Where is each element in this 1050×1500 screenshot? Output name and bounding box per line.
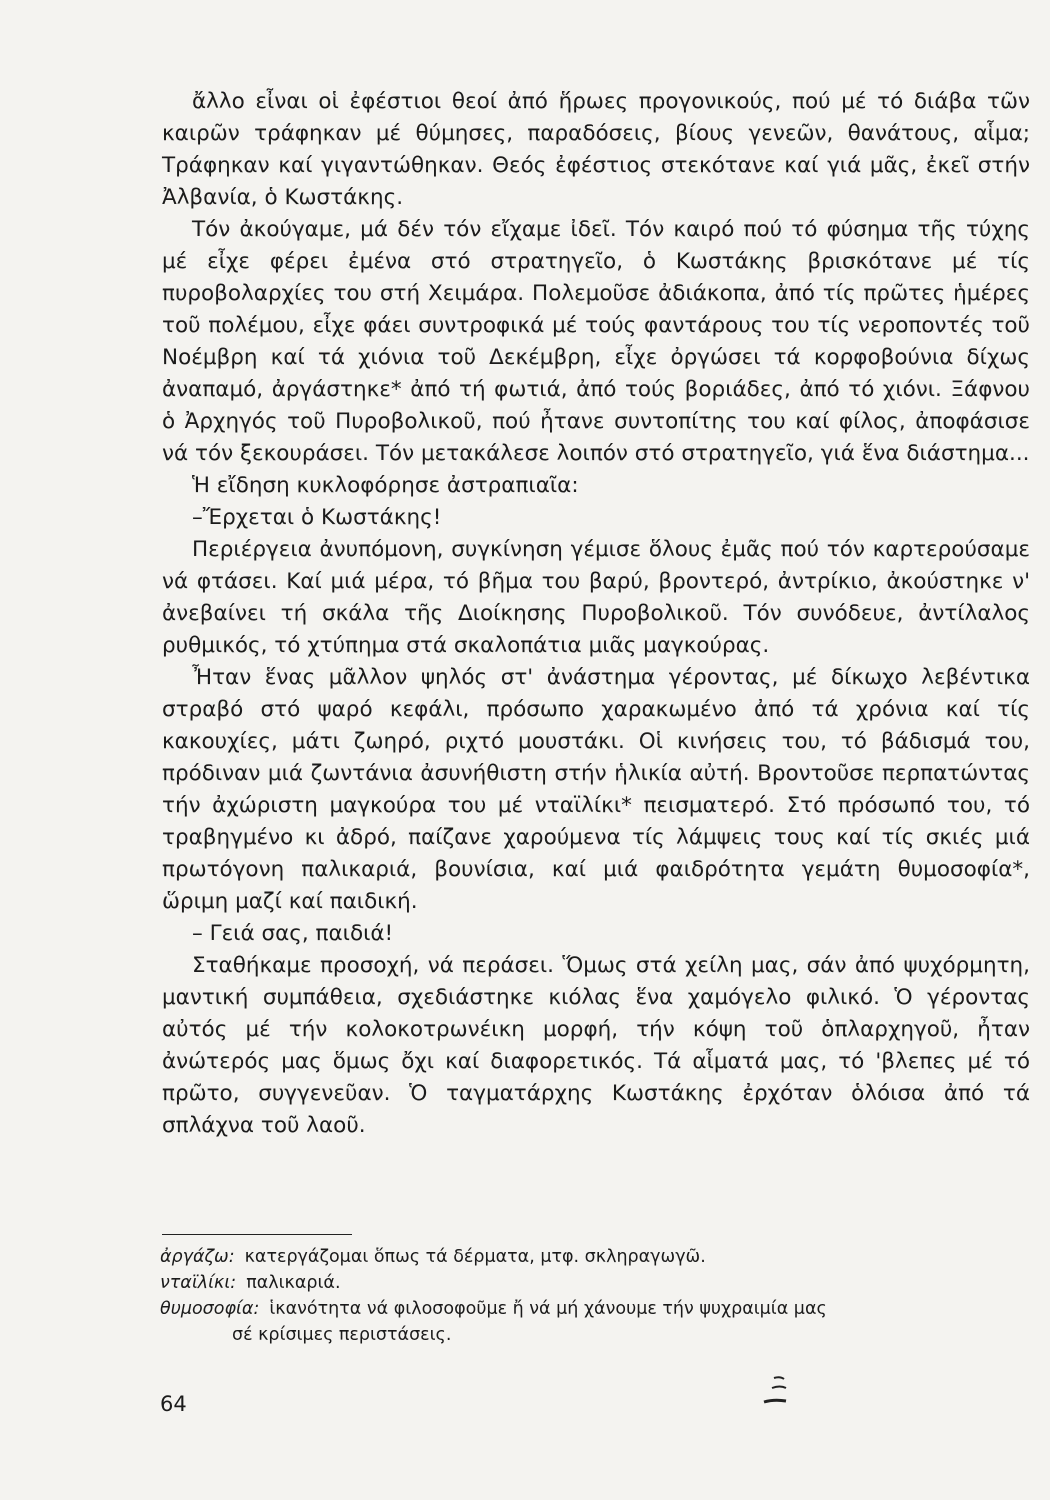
footnote-divider [162,1234,352,1235]
paragraph: Ἡ εἴδηση κυκλοφόρησε ἀστραπιαῖα: [192,473,579,498]
footnote-item [160,1244,1028,1270]
paragraph: Ἦταν ἕνας μᾶλλον ψηλός στ' ἀνάστημα γέροντας, μέ δίκωχο λεβέντικα στραβό στό ψαρό κεφάλι, πρόσωπο χαρακωμένο ἀπό τά χρόνια καί τίς κακουχίες, μάτι ζωηρό, ριχτό μουστάκι. Οἱ κινήσεις του, τό βάδισμά του, πρόδιναν μιά ζωντάνια ἀσυνήθιστη στήν ἡλικία αὐτή. Βροντοῦσε περπατώντας τήν ἀχώριστη μαγκούρα του μέ νταϊλίκι* πεισματερό. Στό πρόσωπό του, τό τραβηγμένο κι ἀδρό, παίζανε χαρούμενα τίς λάμψεις τους καί τίς σκιές μιά πρωτόγονη παλικαριά, βουνίσια, καί μιά φαιδρότητα γεμάτη θυμοσοφία*, ὥριμη μαζί καί παιδική. [162,665,1030,914]
ink-smudge-icon [760,1370,800,1410]
footnotes [160,1244,1028,1348]
footnote-item [160,1296,1028,1348]
paragraph: ἄλλο εἶναι οἱ ἐφέστιοι θεοί ἀπό ἥρωες προγονικούς, πού μέ τό διάβα τῶν καιρῶν τράφηκαν μέ θύμησες, παραδόσεις, βίους γενεῶν, θανάτους, αἷμα; Τράφηκαν καί γιγαντώθηκαν. Θεός ἐφέστιος στεκότανε καί γιά μᾶς, ἐκεῖ στήν Ἀλβανία, ὁ Κωστάκης. [162,89,1030,210]
footnote-definition: κατεργάζομαι ὅπως τά δέρματα, μτφ. σκληραγωγῶ. [244,1247,706,1267]
footnote-continuation: σέ κρίσιμες περιστάσεις. [232,1325,452,1345]
footnote-term: θυμοσοφία: [160,1299,260,1319]
paragraph: Σταθήκαμε προσοχή, νά περάσει. Ὅμως στά χείλη μας, σάν ἀπό ψυχόρμητη, μαντική συμπάθεια, σχεδιάστηκε κιόλας ἕνα χαμόγελο φιλικό. Ὁ γέροντας αὐτός μέ τήν κολοκοτρωνέικη μορφή, τήν κόψη τοῦ ὁπλαρχηγοῦ, ἦταν ἀνώτερός μας ὅμως ὄχι καί διαφορετικός. Τά αἷματά μας, τό 'βλεπες μέ τό πρῶτο, συγγενεῦαν. Ὁ ταγματάρχης Κωστάκης ἐρχόταν ὁλόισα ἀπό τά σπλάχνα τοῦ λαοῦ. [162,953,1030,1138]
dialogue-line: – Γειά σας, παιδιά! [192,921,394,946]
footnote-item [160,1270,1028,1296]
footnote-definition: ἱκανότητα νά φιλοσοφοῦμε ἤ νά μή χάνουμε τήν ψυχραιμία μας [269,1299,827,1319]
footnote-term: νταϊλίκι: [160,1273,237,1293]
paragraph: Τόν ἀκούγαμε, μά δέν τόν εἴχαμε ἰδεῖ. Τόν καιρό πού τό φύσημα τῆς τύχης μέ εἶχε φέρει ἐμένα στό στρατηγεῖο, ὁ Κωστάκης βρισκότανε μέ τίς πυροβολαρχίες του στή Χειμάρα. Πολεμοῦσε ἀδιάκοπα, ἀπό τίς πρῶτες ἡμέρες τοῦ πολέμου, εἶχε φάει συντροφικά μέ τούς φαντάρους του τίς νεροποντές τοῦ Νοέμβρη καί τά χιόνια τοῦ Δεκέμβρη, εἶχε ὀργώσει τά κορφοβούνια δίχως ἀναπαμό, ἀργάστηκε* ἀπό τή φωτιά, ἀπό τούς βοριάδες, ἀπό τό χιόνι. Ξάφνου ὁ Ἀρχηγός τοῦ Πυροβολικοῦ, πού ἦτανε συντοπίτης του καί φίλος, ἀποφάσισε νά τόν ξεκουράσει. Τόν μετακάλεσε λοιπόν στό στρατηγεῖο, γιά ἕνα διάστημα... [162,217,1030,466]
footnote-term: ἀργάζω: [160,1247,235,1267]
paragraph: Περιέργεια ἀνυπόμονη, συγκίνηση γέμισε ὅλους ἐμᾶς πού τόν καρτερούσαμε νά φτάσει. Καί μιά μέρα, τό βῆμα του βαρύ, βροντερό, ἀντρίκιο, ἀκούστηκε ν' ἀνεβαίνει τή σκάλα τῆς Διοίκησης Πυροβολικοῦ. Τόν συνόδευε, ἀντίλαλος ρυθμικός, τό χτύπημα στά σκαλοπάτια μιᾶς μαγκούρας. [162,537,1030,658]
main-text [162,86,1030,1142]
footnote-definition: παλικαριά. [246,1273,341,1293]
page-number: 64 [160,1392,187,1416]
dialogue-line: –Ἔρχεται ὁ Κωστάκης! [192,505,442,530]
